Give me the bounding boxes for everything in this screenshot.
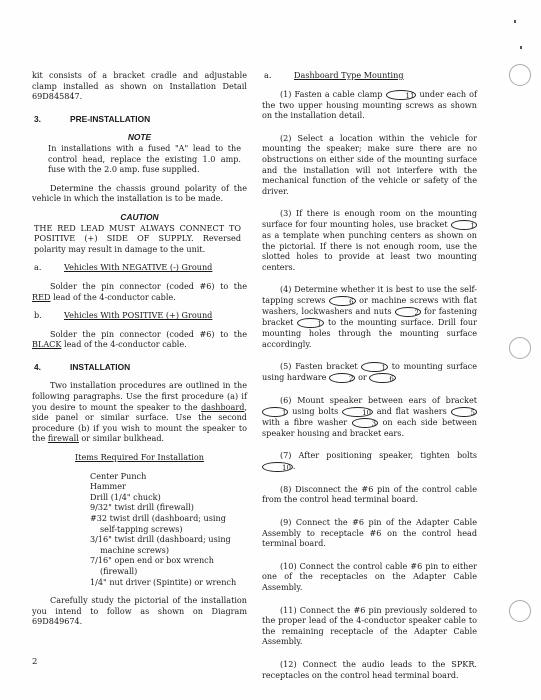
text-part: or similar bulkhead. bbox=[81, 433, 165, 444]
step-9: (9) Connect the #6 pin of the Adapter Cable Assembly to receptacle #6 on the control head terminal board. bbox=[262, 517, 477, 549]
list-item: Drill (1/4" chuck) bbox=[90, 491, 161, 502]
section-title: INSTALLATION bbox=[70, 361, 131, 372]
subsection-title: Vehicles With NEGATIVE (-) Ground bbox=[64, 262, 213, 273]
installation-paragraph bbox=[32, 380, 247, 444]
list-item: (firewall) bbox=[100, 565, 138, 576]
text-part: , side panel or similar surface. Use the second procedure (b) if you wish to mount the speaker to the bbox=[32, 401, 247, 444]
items-title: Items Required For Installation bbox=[75, 452, 204, 463]
callout-1: 1 bbox=[262, 407, 288, 417]
callout-11: 11 bbox=[386, 90, 417, 100]
firewall-word: firewall bbox=[47, 433, 79, 444]
intro-paragraph: kit consists of a bracket cradle and adjustable clamp installed as shown on Installation Detail 69D845847. bbox=[32, 70, 247, 102]
step-11: (11) Connect the #6 pin previously soldered to the proper lead of the 4-conductor speaker cable to the remaining receptacle of the Adapter Cable Assembly. bbox=[262, 604, 477, 647]
text-part: (7) After positioning speaker, tighten bolts bbox=[280, 450, 477, 461]
subsection-a-heading bbox=[32, 262, 247, 273]
list-item: 9/32" twist drill (firewall) bbox=[90, 502, 194, 513]
step-7: (7) After positioning speaker, tighten bolts 10 . bbox=[262, 450, 477, 472]
step-4 bbox=[262, 284, 477, 349]
red-lead-word: RED bbox=[32, 291, 51, 302]
list-item: Center Punch bbox=[90, 470, 147, 481]
callout-5: 5 bbox=[451, 407, 477, 417]
callout-10: 10 bbox=[262, 462, 293, 472]
subsection-letter: b. bbox=[34, 310, 42, 321]
section-number: 4. bbox=[34, 361, 41, 372]
text-part: Two installation procedures are outlined in the following paragraphs. Use the first procedure (a) if you desire to mount the speaker to the bbox=[32, 380, 247, 412]
callout-6: 6 bbox=[369, 373, 395, 383]
scan-mark bbox=[520, 46, 522, 49]
step-3 bbox=[262, 208, 477, 272]
scan-mark bbox=[514, 20, 516, 23]
text-part: as a template when punching centers as shown on the pictorial. If there is not enough room, use the slotted holes to provide at least two mounting centers. bbox=[262, 229, 477, 272]
subsection-b-heading bbox=[32, 310, 247, 321]
note-text: In installations with a fused "A" lead to the control head, replace the existing 1.0 amp. fuse with the 2.0 amp. fuse supplied. bbox=[48, 142, 241, 175]
text-part: (3) If there is enough room on the mounting surface for four mounting holes, use bracket bbox=[262, 208, 477, 229]
subsection-a-text bbox=[32, 281, 247, 302]
black-lead-word: BLACK bbox=[32, 339, 62, 350]
text-part: lead of the 4-conductor cable. bbox=[53, 291, 176, 302]
step-2: (2) Select a location within the vehicle for mounting the speaker; make sure there are no obstructions on either side of the mounting surface and the installation will not interfere with the mechanical function of the vehicle or safety of the driver. bbox=[262, 132, 477, 196]
text-part: and flat washers bbox=[376, 405, 447, 416]
dashboard-mounting-heading bbox=[262, 70, 477, 81]
caution-title: CAUTION bbox=[120, 211, 159, 222]
list-item: 7/16" open end or box wrench bbox=[90, 555, 214, 566]
binder-hole bbox=[509, 600, 531, 622]
text-part: using bolts bbox=[292, 405, 339, 416]
text-part: to mounting surface using hardware bbox=[262, 361, 477, 383]
step-1 bbox=[262, 89, 477, 121]
section-number: 3. bbox=[34, 113, 41, 124]
binder-hole bbox=[509, 64, 531, 86]
step-6 bbox=[262, 395, 477, 438]
section-4-heading bbox=[32, 362, 247, 373]
callout-1: 1 bbox=[297, 318, 323, 328]
list-item: Hammer bbox=[90, 481, 126, 492]
list-item: 1/4" nut driver (Spintite) or wrench bbox=[90, 576, 237, 587]
callout-10: 10 bbox=[342, 407, 373, 417]
list-item: self-tapping screws) bbox=[100, 523, 183, 534]
subsection-letter: a. bbox=[264, 70, 272, 80]
text-part: Solder the pin connector (coded #6) to the bbox=[50, 280, 247, 291]
callout-1: 1 bbox=[451, 220, 477, 230]
step-8: (8) Disconnect the #6 pin of the control cable from the control head terminal board. bbox=[262, 483, 477, 505]
callout-6: 6 bbox=[329, 296, 355, 306]
text-part: (5) Fasten bracket bbox=[280, 361, 358, 372]
text-part: (4) Determine whether it is best to use the self-tapping screws bbox=[262, 284, 477, 305]
left-column bbox=[32, 70, 247, 627]
carefully-paragraph: Carefully study the pictorial of the installation you intend to follow as shown on Diagram 69D849674. bbox=[32, 595, 247, 627]
text-part: under each of the two upper housing mounting screws as shown on the installation detail. bbox=[262, 88, 478, 121]
binder-hole bbox=[509, 337, 531, 359]
step-12: (12) Connect the audio leads to the SPKR. receptacles on the control head terminal board. bbox=[262, 659, 477, 680]
subsection-title: Vehicles With POSITIVE (+) Ground bbox=[64, 310, 213, 321]
text-part: (1) Fasten a cable clamp bbox=[280, 88, 383, 99]
right-column bbox=[262, 70, 477, 680]
items-list bbox=[32, 471, 247, 588]
note-title: NOTE bbox=[127, 132, 152, 143]
list-item: 3/16" twist drill (dashboard; using bbox=[90, 534, 231, 545]
list-item: machine screws) bbox=[100, 544, 169, 555]
text-part: to the mounting surface. Drill four mounting holes through the mounting surface accordingly. bbox=[262, 316, 477, 349]
text-part: for fastening bracket bbox=[262, 305, 477, 327]
dashboard-word: dashboard bbox=[201, 401, 245, 412]
text-part: with a fibre washer bbox=[262, 416, 348, 427]
text-part: (6) Mount speaker between ears of bracket bbox=[280, 395, 477, 406]
text-part: or machine screws with flat washers, lockwashers and nuts bbox=[262, 294, 477, 316]
subsection-letter: a. bbox=[34, 262, 42, 273]
determine-paragraph: Determine the chassis ground polarity of the vehicle in which the installation is to be made. bbox=[32, 182, 247, 204]
text-part: Solder the pin connector (coded #6) to the bbox=[50, 328, 247, 339]
callout-2: 2 bbox=[395, 307, 421, 317]
callout-1: 1 bbox=[361, 362, 387, 372]
section-title: PRE-INSTALLATION bbox=[70, 113, 151, 124]
caution-text: THE RED LEAD MUST ALWAYS CONNECT TO POSITIVE (+) SIDE OF SUPPLY. Reversed polarity may result in damage to the unit. bbox=[34, 222, 241, 254]
step-5 bbox=[262, 361, 477, 383]
section-3-heading bbox=[32, 114, 247, 125]
subsection-title: Dashboard Type Mounting bbox=[294, 70, 404, 80]
text-part: lead of the 4-conductor cable. bbox=[64, 339, 187, 350]
text-part: on each side between speaker housing and bracket ears. bbox=[262, 416, 477, 438]
text-part: or bbox=[358, 372, 367, 383]
callout-3: 3 bbox=[352, 418, 378, 428]
callout-2: 2 bbox=[329, 373, 355, 383]
list-item: #32 twist drill (dashboard; using bbox=[90, 513, 226, 523]
step-10: (10) Connect the control cable #6 pin to either one of the receptacles on the Adapter Cable Assembly. bbox=[262, 560, 477, 593]
subsection-b-text bbox=[32, 329, 247, 350]
page-number: 2 bbox=[32, 657, 38, 667]
